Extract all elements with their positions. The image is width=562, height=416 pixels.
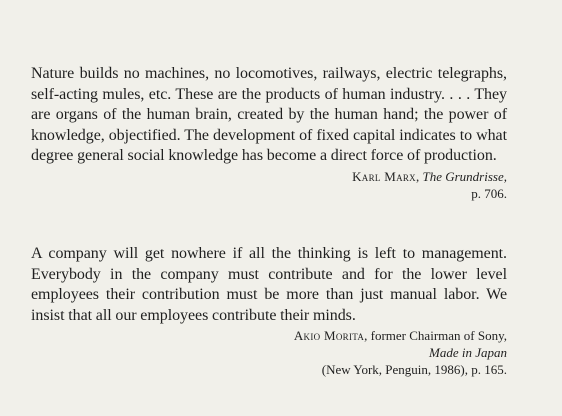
attribution-author-line: [31, 327, 507, 344]
author-name: Karl Marx: [352, 168, 416, 184]
work-title: The Grundrisse,: [422, 168, 507, 184]
quote-text: A company will get nowhere if all the thinking is left to management. Everybody in the company must contribute and for the lower level employees their contribution must be more than just manual labor. We insist that all our employees contribute their minds.: [31, 245, 507, 324]
epigraph-morita: [31, 244, 507, 378]
attribution: [31, 327, 507, 378]
attribution: [31, 168, 507, 202]
page-reference: p. 706.: [471, 185, 507, 201]
quote-text: Nature builds no machines, no locomotives, railways, electric telegraphs, self-acting mules, etc. These are the products of human industry. . . . They are organs of the human brain, created by the human hand; the power of knowledge, objectified. The development of fixed capital indicates to what degree general social knowledge has become a direct force of production.: [31, 65, 507, 164]
attribution-author-line: [31, 168, 507, 185]
author-separator: ,: [415, 168, 423, 184]
author-role: , former Chairman of Sony,: [364, 328, 507, 343]
work-title: Made in Japan: [429, 345, 507, 360]
publication-reference: (New York, Penguin, 1986), p. 165.: [321, 362, 507, 377]
author-name: Akio Morita: [293, 328, 365, 343]
epigraph-marx: [31, 64, 507, 202]
